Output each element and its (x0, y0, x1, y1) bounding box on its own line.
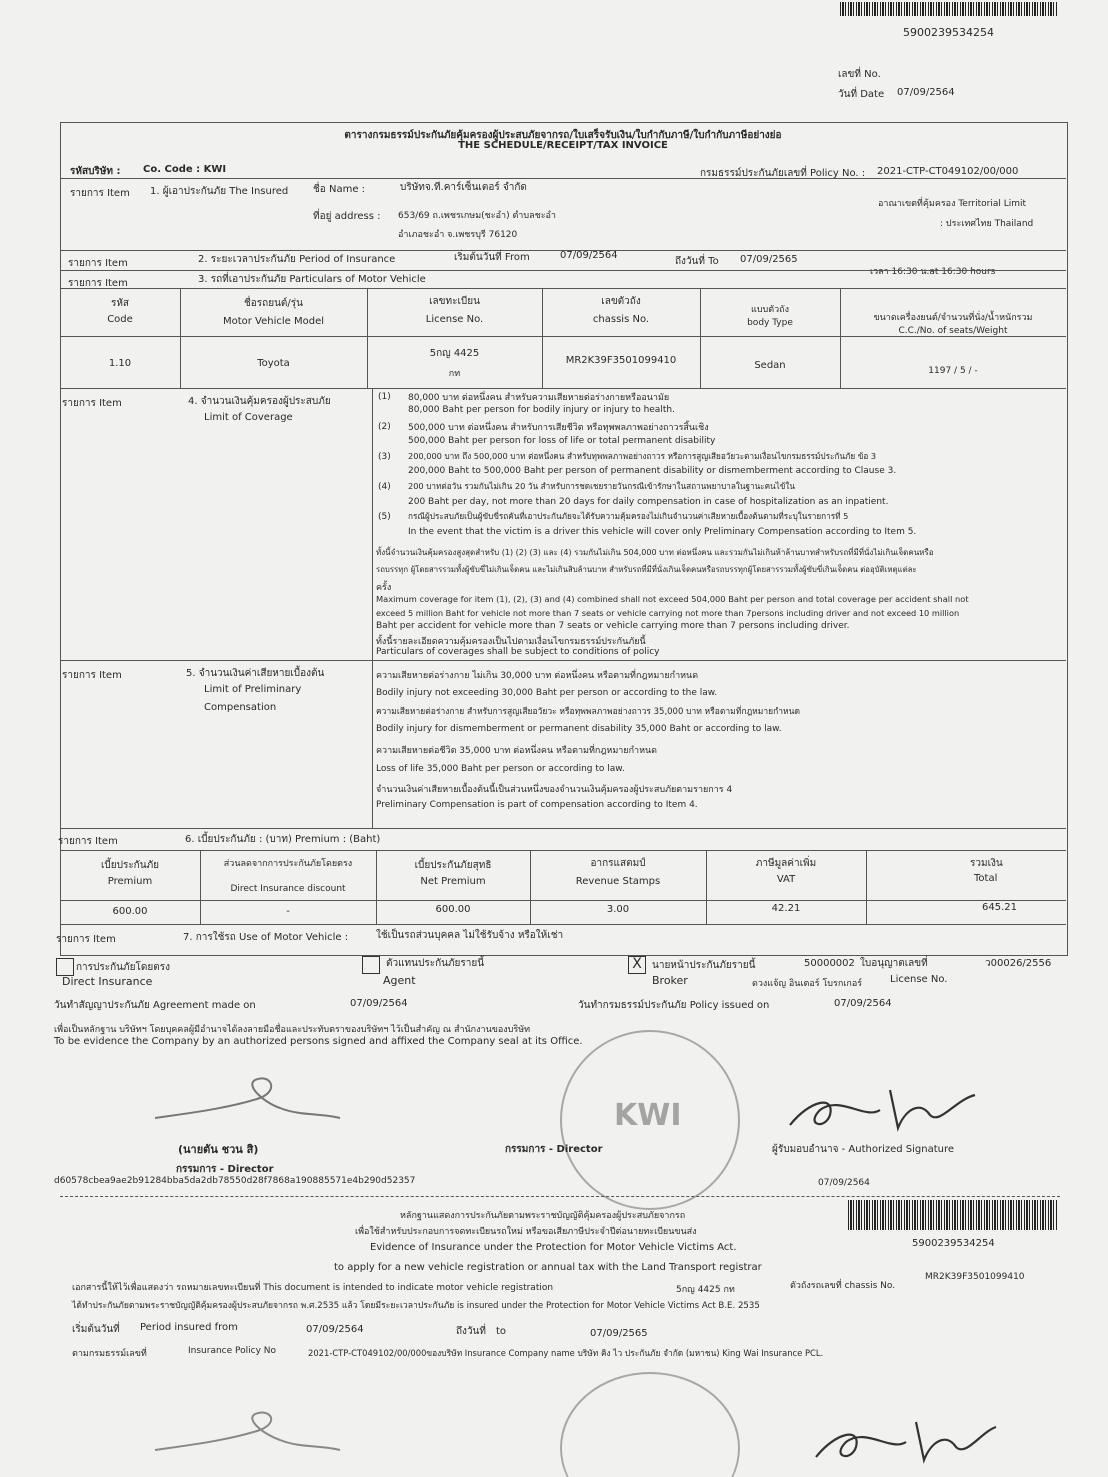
col-chassis-en: chassis No. (592, 314, 650, 325)
license-province: กท (448, 369, 461, 379)
premium-head-en: Premium (107, 876, 153, 887)
doc-no-label: เลขที่ No. (838, 69, 881, 80)
barcode-number: 5900239534254 (903, 26, 994, 39)
col-code-th: รหัส (110, 298, 130, 309)
director-signature-bottom (150, 1400, 350, 1460)
clause-en: 500,000 Baht per person for loss of life or total permanent disability (408, 436, 716, 446)
seal-text: KWI (614, 1098, 682, 1133)
policy-en: Insurance Policy No (188, 1346, 277, 1356)
divider (60, 850, 1066, 851)
summary-th: รถบรรทุก ผู้โดยสารรวมทั้งผู้ขับขี่ไม่เกินเจ็ดคน และไม่เกินสิบล้านบาท สำหรับรถที่มีที่นั่งเกินเจ็ดคนหรือรถบรรทุกผู้โดยสารรวมทั้งผู้ขับขี่เกินเจ็ดคน ต่ออุบัติเหตุแต่ละ (376, 565, 917, 574)
direct-insurance-checkbox[interactable] (56, 958, 74, 976)
from-label: เริ่มต้นวันที่ From (454, 252, 530, 263)
company-seal (560, 1030, 740, 1210)
to-label: ถึงวันที่ To (675, 256, 719, 267)
cc-seats-weight: 1197 / 5 / - (928, 366, 978, 376)
coverage-title-th: 4. จำนวนเงินคุ้มครองผู้ประสบภัย (188, 396, 331, 407)
broker-code: 50000002 (804, 958, 855, 969)
clause-th: 80,000 บาท ต่อหนึ่งคน สำหรับความเสียหายต่อร่างกายหรืออนามัย (408, 393, 670, 403)
issued-date: 07/09/2564 (834, 998, 892, 1009)
title-th: ตารางกรมธรรม์ประกันภัยคุ้มครองผู้ประสบภัยจากรถ/ใบเสร็จรับเงิน/ใบกำกับภาษี/ใบกำกับภาษีอย่างย่อ (344, 130, 782, 141)
clause-no: (3) (378, 452, 391, 462)
barcode-top (840, 2, 1058, 16)
item-label: รายการ Item (56, 934, 116, 945)
divider (60, 1196, 1060, 1197)
date-label: วันที่ Date (838, 89, 885, 100)
clause-en: 200 Baht per day, not more than 20 days for daily compensation in case of hospitalization as an inpatient. (408, 497, 889, 507)
broker-name: ดวงแจ้ญ อินเตอร์ โบรกเกอร์ (752, 979, 863, 989)
clause-th: 200,000 บาท ถึง 500,000 บาท ต่อหนึ่งคน สำหรับทุพพลภาพอย่างถาวร หรือการสูญเสียอวัยวะตามเงื่อนไขกรมธรรม์ประกันภัย ข้อ 3 (408, 451, 877, 461)
territory-label: อาณาเขตที่คุ้มครอง Territorial Limit (878, 199, 1027, 209)
stamp-value: 3.00 (606, 904, 630, 915)
note-th: ทั้งนี้รายละเอียดความคุ้มครองเป็นไปตามเงื่อนไขกรมธรรม์ประกันภัยนี้ (376, 637, 646, 647)
title-en: THE SCHEDULE/RECEIPT/TAX INVOICE (458, 140, 668, 151)
address-line-1: 653/69 ถ.เพชรเกษม(ชะอำ) ตำบลชะอำ (398, 211, 556, 221)
item-label: รายการ Item (62, 670, 122, 681)
chassis-label: ตัวถังรถเลขที่ chassis No. (790, 1281, 896, 1291)
date-value: 07/09/2564 (897, 87, 955, 98)
preliminary-line: จำนวนเงินค่าเสียหายเบื้องต้นนี้เป็นส่วนหนึ่งของจำนวนเงินคุ้มครองผู้ประสบภัยตามรายการ 4 (376, 785, 733, 795)
col-cc-th: ขนาดเครื่องยนต์/จำนวนที่นั่ง/น้ำหนักรวม (873, 313, 1033, 323)
item-label: รายการ Item (62, 398, 122, 409)
period-to-th: ถึงวันที่ (456, 1326, 486, 1337)
agent-checkbox[interactable] (362, 956, 380, 974)
chassis-value: MR2K39F3501099410 (925, 1272, 1025, 1282)
stamp-head-en: Revenue Stamps (575, 876, 661, 887)
name-label: ชื่อ Name : (313, 184, 366, 195)
item-label: รายการ Item (68, 278, 128, 289)
territory-value: : ประเทศไทย Thailand (940, 219, 1034, 229)
license-no: 5กญ 4425 (429, 348, 480, 359)
discount-head-th: ส่วนลดจากการประกันภัยโดยตรง (223, 859, 353, 869)
use-value: ใช้เป็นรถส่วนบุคคล ไม่ใช้รับจ้าง หรือให้เช่า (376, 930, 564, 941)
clause-en: In the event that the victim is a driver this vehicle will cover only Preliminary Compensation according to Item 5. (408, 527, 917, 537)
clause-th: 500,000 บาท ต่อหนึ่งคน สำหรับการเสียชีวิต หรือทุพพลภาพอย่างถาวรสิ้นเชิง (408, 423, 709, 433)
evidence-en: To be evidence the Company by an authorized persons signed and affixed the Company seal at its Office. (54, 1036, 583, 1047)
preliminary-line: ความเสียหายต่อชีวิต 35,000 บาท ต่อหนึ่งคน หรือตามที่กฎหมายกำหนด (376, 746, 658, 756)
total-head-en: Total (974, 873, 998, 884)
vehicle-model: Toyota (257, 358, 290, 369)
barcode-bottom (848, 1200, 1058, 1230)
preliminary-title-en: Limit of Preliminary (204, 684, 302, 695)
authorized-signature-bottom (806, 1412, 1006, 1472)
col-chassis-th: เลขตัวถัง (601, 296, 641, 307)
insured-act-line: ได้ทำประกันภัยตามพระราชบัญญัติคุ้มครองผู้ประสบภัยจากรถ พ.ศ.2535 แล้ว โดยมีระยะเวลาประกันภัย is insured under the Protection for Motor Vehicle Victims Act B.E. 2535 (72, 1301, 760, 1311)
clause-no: (2) (378, 422, 391, 432)
to-value: 07/09/2565 (740, 254, 798, 265)
col-code-en: Code (107, 314, 133, 325)
divider (60, 178, 1066, 179)
col-model-en: Motor Vehicle Model (222, 316, 325, 327)
address-line-2: อำเภอชะอำ จ.เพชรบุรี 76120 (398, 230, 518, 240)
summary-en: Maximum coverage for item (1), (2), (3) and (4) combined shall not exceed 504,000 Baht per person and total coverage per accident shall not (376, 594, 969, 604)
sign-date: 07/09/2564 (818, 1178, 870, 1188)
premium-head-th: เบี้ยประกันภัย (100, 860, 160, 871)
policy-line: 2021-CTP-CT049102/00/000ของบริษัท Insurance Company name บริษัท คิง ไว ประกันภัย จำกัด (มหาชน) King Wai Insurance PCL. (308, 1348, 824, 1358)
divider (60, 828, 1066, 829)
company-code-label: รหัสบริษัท : (70, 166, 121, 177)
col-license-en: License No. (425, 314, 484, 325)
license-label: ใบอนุญาตเลขที่ (860, 958, 928, 969)
premium-value: 600.00 (112, 906, 148, 917)
clause-en: 200,000 Baht to 500,000 Baht per person of permanent disability or dismemberment according to Clause 3. (408, 466, 897, 476)
summary-th: ทั้งนี้จำนวนเงินคุ้มครองสูงสุดสำหรับ (1) (2) (3) และ (4) รวมกันไม่เกิน 504,000 บาท ต่อหนึ่งคน และรวมกันไม่เกินห้าล้านบาทสำหรับรถที่มีที่นั่งไม่เกินเจ็ดคนหรือ (376, 548, 934, 557)
agent-th: ตัวแทนประกันภัยรายนี้ (386, 958, 485, 969)
coverage-title-en: Limit of Coverage (204, 412, 293, 423)
time-value: เวลา 16:30 น.at 16:30 hours (870, 267, 996, 277)
body-type: Sedan (754, 360, 786, 371)
policy-label: กรมธรรม์ประกันภัยเลขที่ Policy No. : (700, 168, 866, 179)
clause-no: (4) (378, 482, 391, 492)
start-label: เริ่มต้นวันที่ (72, 1324, 120, 1335)
note-en: Particulars of coverages shall be subject to conditions of policy (376, 647, 660, 657)
divider (60, 288, 1066, 289)
company-seal-bottom (560, 1372, 740, 1477)
divider (60, 660, 1066, 661)
col-body-th: แบบตัวถัง (751, 305, 789, 315)
discount-value: - (286, 906, 290, 917)
address-label: ที่อยู่ address : (313, 211, 381, 222)
authorized-signature (780, 1080, 990, 1140)
broker-th: นายหน้าประกันภัยรายนี้ (652, 960, 756, 971)
period-label: Period insured from (140, 1322, 238, 1333)
vat-head-en: VAT (776, 874, 796, 885)
vehicle-code: 1.10 (108, 358, 132, 369)
registration-line: เอกสารนี้ให้ไว้เพื่อแสดงว่า รถหมายเลขทะเบียนที่ This document is intended to indicate motor vehicle registration (72, 1283, 554, 1293)
vehicle-title: 3. รถที่เอาประกันภัย Particulars of Motor Vehicle (198, 274, 426, 285)
registration-plate: 5กญ 4425 กท (676, 1285, 735, 1295)
license-en: License No. (890, 974, 948, 985)
col-body-en: body Type (747, 318, 793, 328)
stamp-head-th: อากรแสตมป์ (590, 858, 646, 869)
use-title: 7. การใช้รถ Use of Motor Vehicle : (183, 932, 349, 943)
evidence-th: เพื่อเป็นหลักฐาน บริษัทฯ โดยบุคคลผู้มีอำนาจได้ลงลายมือชื่อและประทับตราของบริษัทฯ ไว้เป็นสำคัญ ณ สำนักงานของบริษัท (54, 1025, 531, 1035)
insured-name: บริษัทจ.ที.คาร์เซ็นเตอร์ จำกัด (400, 182, 527, 193)
vat-value: 42.21 (771, 903, 801, 914)
clause-en: 80,000 Baht per person for bodily injury or injury to health. (408, 405, 675, 415)
issued-label: วันทำกรมธรรม์ประกันภัย Policy issued on (578, 1000, 770, 1011)
company-code: Co. Code : KWI (143, 164, 227, 175)
net-head-th: เบี้ยประกันภัยสุทธิ (414, 860, 492, 871)
director-name: (นายตัน ชวน สิ) (178, 1143, 259, 1156)
item-label: รายการ Item (68, 258, 128, 269)
period-to: 07/09/2565 (590, 1328, 648, 1339)
summary-en: exceed 5 million Baht for vehicle not more than 7 seats or vehicle carrying not more than 7persons including driver and not exceed 10 million (376, 608, 960, 618)
insured-title: 1. ผู้เอาประกันภัย The Insured (150, 186, 289, 197)
col-model-th: ชื่อรถยนต์/รุ่น (244, 298, 303, 309)
discount-head-en: Direct Insurance discount (230, 884, 346, 894)
schedule-frame (60, 122, 1068, 956)
evidence-title-th: เพื่อใช้สำหรับประกอบการจดทะเบียนรถใหม่ หรือขอเสียภาษีประจำปีต่อนายทะเบียนขนส่ง (355, 1227, 697, 1237)
evidence-title-th: หลักฐานแสดงการประกันภัยตามพระราชบัญญัติคุ้มครองผู้ประสบภัยจากรถ (400, 1211, 686, 1221)
divider (60, 270, 1066, 271)
director-signature (150, 1068, 350, 1138)
evidence-title-en: to apply for a new vehicle registration or annual tax with the Land Transport registrar (334, 1262, 762, 1273)
barcode-number: 5900239534254 (912, 1238, 995, 1249)
evidence-title-en: Evidence of Insurance under the Protection for Motor Vehicle Victims Act. (370, 1242, 737, 1253)
premium-title: 6. เบี้ยประกันภัย : (บาท) Premium : (Baht) (185, 834, 381, 845)
clause-no: (1) (378, 392, 391, 402)
period-from: 07/09/2564 (306, 1324, 364, 1335)
policy-number: 2021-CTP-CT049102/00/000 (877, 166, 1019, 177)
period-title: 2. ระยะเวลาประกันภัย Period of Insurance (198, 254, 396, 265)
preliminary-title-th: 5. จำนวนเงินค่าเสียหายเบื้องต้น (186, 668, 325, 679)
period-to-en: to (496, 1326, 507, 1337)
director-label: กรรมการ - Director (176, 1164, 274, 1175)
clause-th: กรณีผู้ประสบภัยเป็นผู้ขับขี่รถคันที่เอาประกันภัยจะได้รับความคุ้มครองไม่เกินจำนวนค่าเสียหายเบื้องต้นตามที่ระบุในรายการที่ 5 (408, 511, 849, 521)
policy-th: ตามกรมธรรม์เลขที่ (72, 1349, 147, 1359)
vat-head-th: ภาษีมูลค่าเพิ่ม (755, 858, 817, 869)
preliminary-line: ความเสียหายต่อร่างกาย สำหรับการสูญเสียอวัยวะ หรือทุพพลภาพอย่างถาวร 35,000 บาท หรือตามที่กฎหมายกำหนด (376, 707, 800, 717)
authorized-label: ผู้รับมอบอำนาจ - Authorized Signature (772, 1144, 955, 1155)
direct-en: Direct Insurance (62, 975, 153, 988)
col-cc-en: C.C./No. of seats/Weight (898, 326, 1008, 336)
total-value: 645.21 (982, 902, 1017, 913)
divider (372, 388, 373, 660)
clause-th: 200 บาทต่อวัน รวมกันไม่เกิน 20 วัน สำหรับการชดเชยรายวันกรณีเข้ารักษาในสถานพยาบาลในฐานะคนไข้ใน (408, 481, 795, 491)
col-license-th: เลขทะเบียน (429, 296, 480, 307)
summary-th: ครั้ง (376, 583, 392, 593)
direct-th: การประกันภัยโดยตรง (76, 962, 170, 973)
divider (372, 660, 373, 828)
agreement-label: วันทำสัญญาประกันภัย Agreement made on (54, 1000, 256, 1011)
net-premium-value: 600.00 (435, 904, 471, 915)
preliminary-line: ความเสียหายต่อร่างกาย ไม่เกิน 30,000 บาท ต่อหนึ่งคน หรือตามที่กฎหมายกำหนด (376, 671, 699, 681)
summary-en: Baht per accident for vehicle more than 7 seats or vehicle carrying more than 7 persons including driver. (376, 621, 850, 631)
item-label: รายการ Item (70, 188, 130, 199)
preliminary-line: Bodily injury not exceeding 30,000 Baht per person or according to the law. (376, 688, 718, 698)
item-label: รายการ Item (58, 836, 118, 847)
chassis-no: MR2K39F3501099410 (565, 355, 677, 366)
license-value: ว00026/2556 (985, 958, 1052, 969)
clause-no: (5) (378, 512, 391, 522)
director2-label: กรรมการ - Director (505, 1144, 603, 1155)
preliminary-line: Loss of life 35,000 Baht per person or according to law. (376, 764, 625, 774)
broker-en: Broker (652, 974, 688, 987)
agent-en: Agent (383, 974, 416, 987)
preliminary-title-en: Compensation (204, 702, 277, 713)
preliminary-line: Preliminary Compensation is part of compensation according to Item 4. (376, 800, 698, 810)
total-head-th: รวมเงิน (970, 858, 1003, 869)
preliminary-line: Bodily injury for dismemberment or permanent disability 35,000 Baht or according to law. (376, 724, 782, 734)
net-head-en: Net Premium (420, 876, 486, 887)
agreement-date: 07/09/2564 (350, 998, 408, 1009)
document-hash: d60578cbea9ae2b91284bba5da2db78550d28f7868a190885571e4b290d52357 (54, 1176, 416, 1186)
from-value: 07/09/2564 (560, 250, 618, 261)
broker-checkbox[interactable]: X (628, 956, 646, 974)
